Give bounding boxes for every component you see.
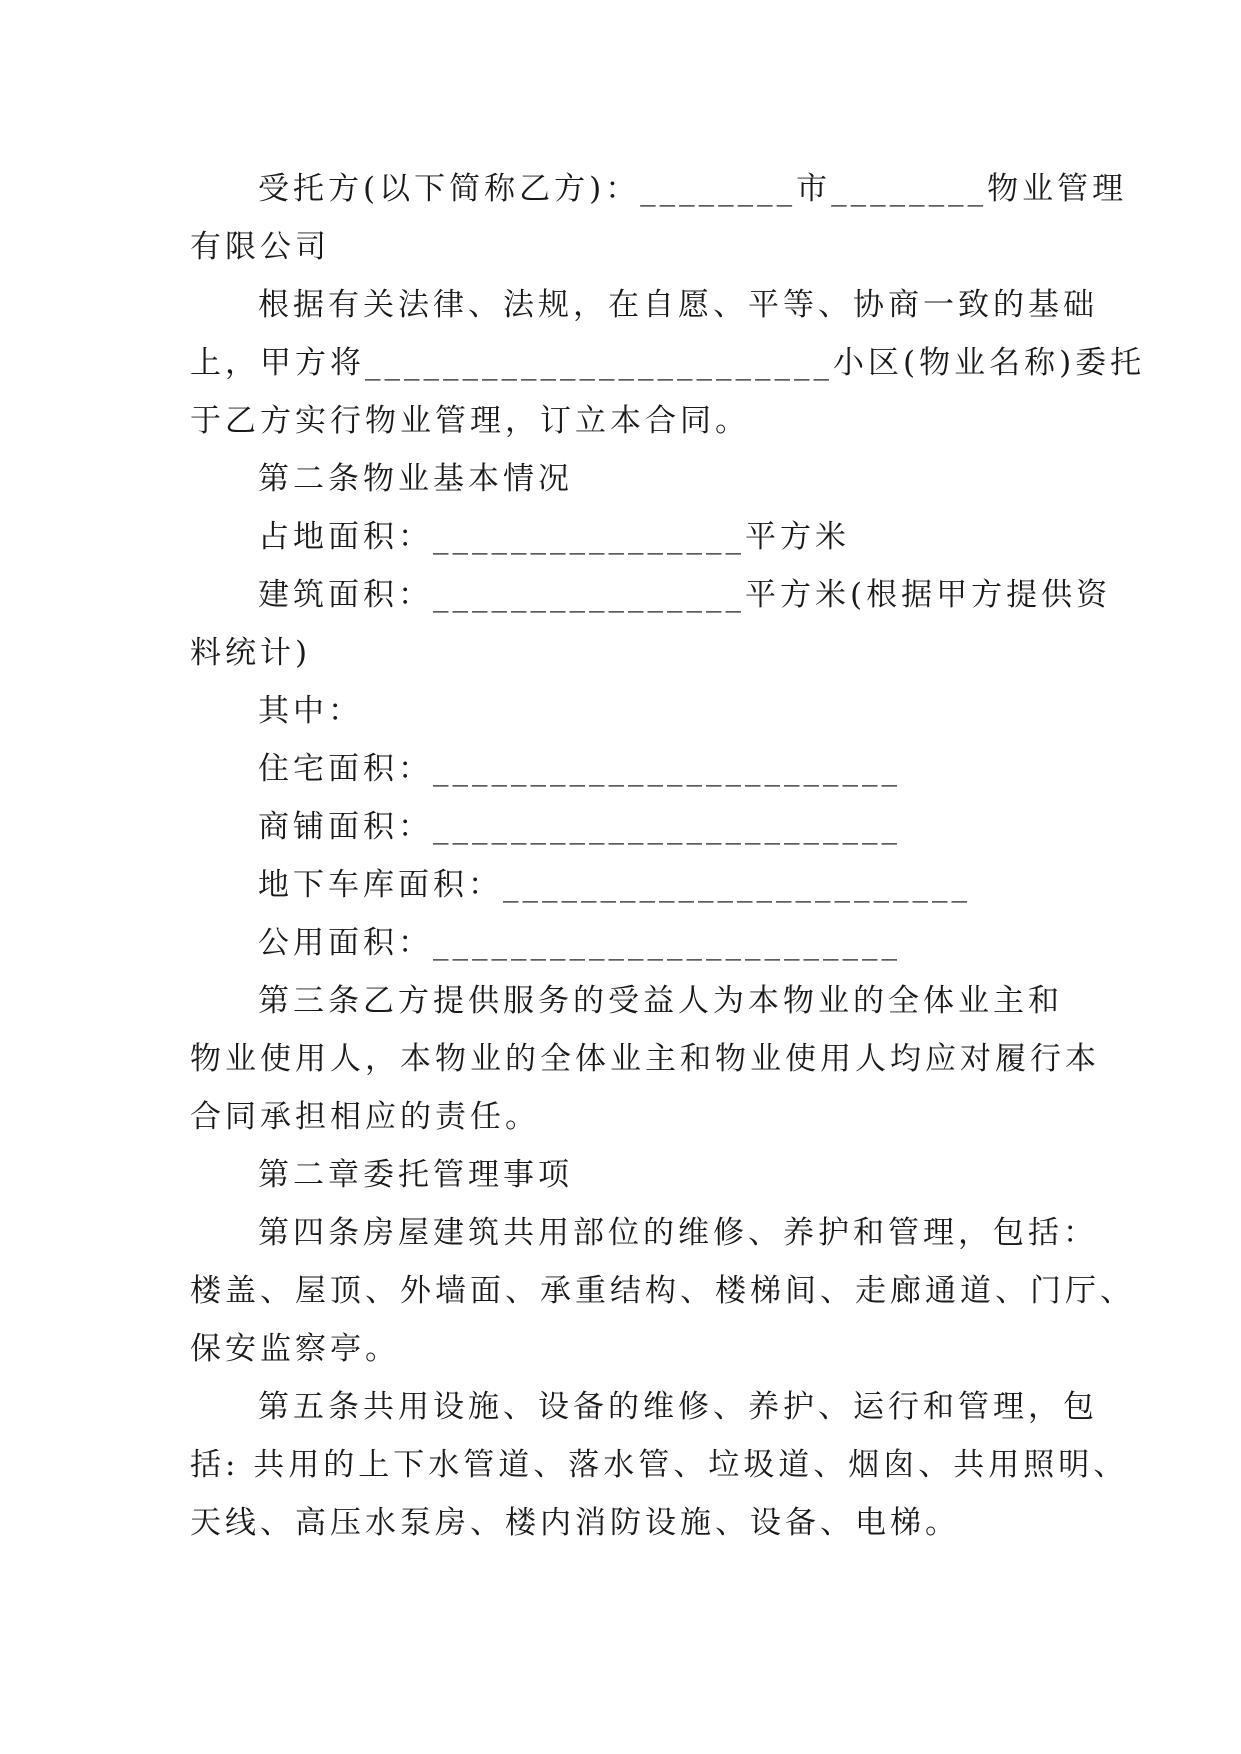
section-heading: 第二条物业基本情况 bbox=[258, 461, 573, 497]
text-line: 天线、高压水泵房、楼内消防设施、设备、电梯。 bbox=[190, 1505, 960, 1541]
document-body bbox=[190, 160, 1146, 1552]
text-line: 公用面积：________________________ bbox=[258, 925, 901, 961]
text-line: 合同承担相应的责任。 bbox=[190, 1099, 540, 1135]
text-line: 楼盖、屋顶、外墙面、承重结构、楼梯间、走廊通道、门厅、 bbox=[190, 1273, 1135, 1309]
text-line: 物业使用人，本物业的全体业主和物业使用人均应对履行本 bbox=[190, 1041, 1100, 1077]
text-line: 商铺面积：________________________ bbox=[258, 809, 901, 845]
text-line: 受托方(以下简称乙方)：________市________物业管理 bbox=[258, 171, 1128, 207]
text-line: 地下车库面积：________________________ bbox=[258, 867, 971, 903]
text-line: 保安监察亭。 bbox=[190, 1331, 400, 1367]
text-line: 括: 共用的上下水管道、落水管、垃圾道、烟囱、共用照明、 bbox=[190, 1447, 1129, 1483]
text-line: 料统计) bbox=[190, 635, 312, 671]
text-line: 建筑面积：________________平方米(根据甲方提供资 bbox=[258, 577, 1112, 613]
text-line: 根据有关法律、法规，在自愿、平等、协商一致的基础 bbox=[258, 287, 1098, 323]
chapter-heading: 第二章委托管理事项 bbox=[258, 1157, 573, 1193]
text-line: 住宅面积：________________________ bbox=[258, 751, 901, 787]
text-line: 第三条乙方提供服务的受益人为本物业的全体业主和 bbox=[258, 983, 1063, 1019]
text-line: 有限公司 bbox=[190, 229, 330, 265]
text-line: 第五条共用设施、设备的维修、养护、运行和管理，包 bbox=[258, 1389, 1098, 1425]
text-line: 第四条房屋建筑共用部位的维修、养护和管理，包括： bbox=[258, 1215, 1098, 1251]
text-line: 其中： bbox=[258, 693, 363, 729]
text-line: 占地面积：________________平方米 bbox=[258, 519, 850, 555]
text-line: 于乙方实行物业管理，订立本合同。 bbox=[190, 403, 750, 439]
text-line: 上，甲方将________________________小区(物业名称)委托 bbox=[190, 345, 1146, 381]
